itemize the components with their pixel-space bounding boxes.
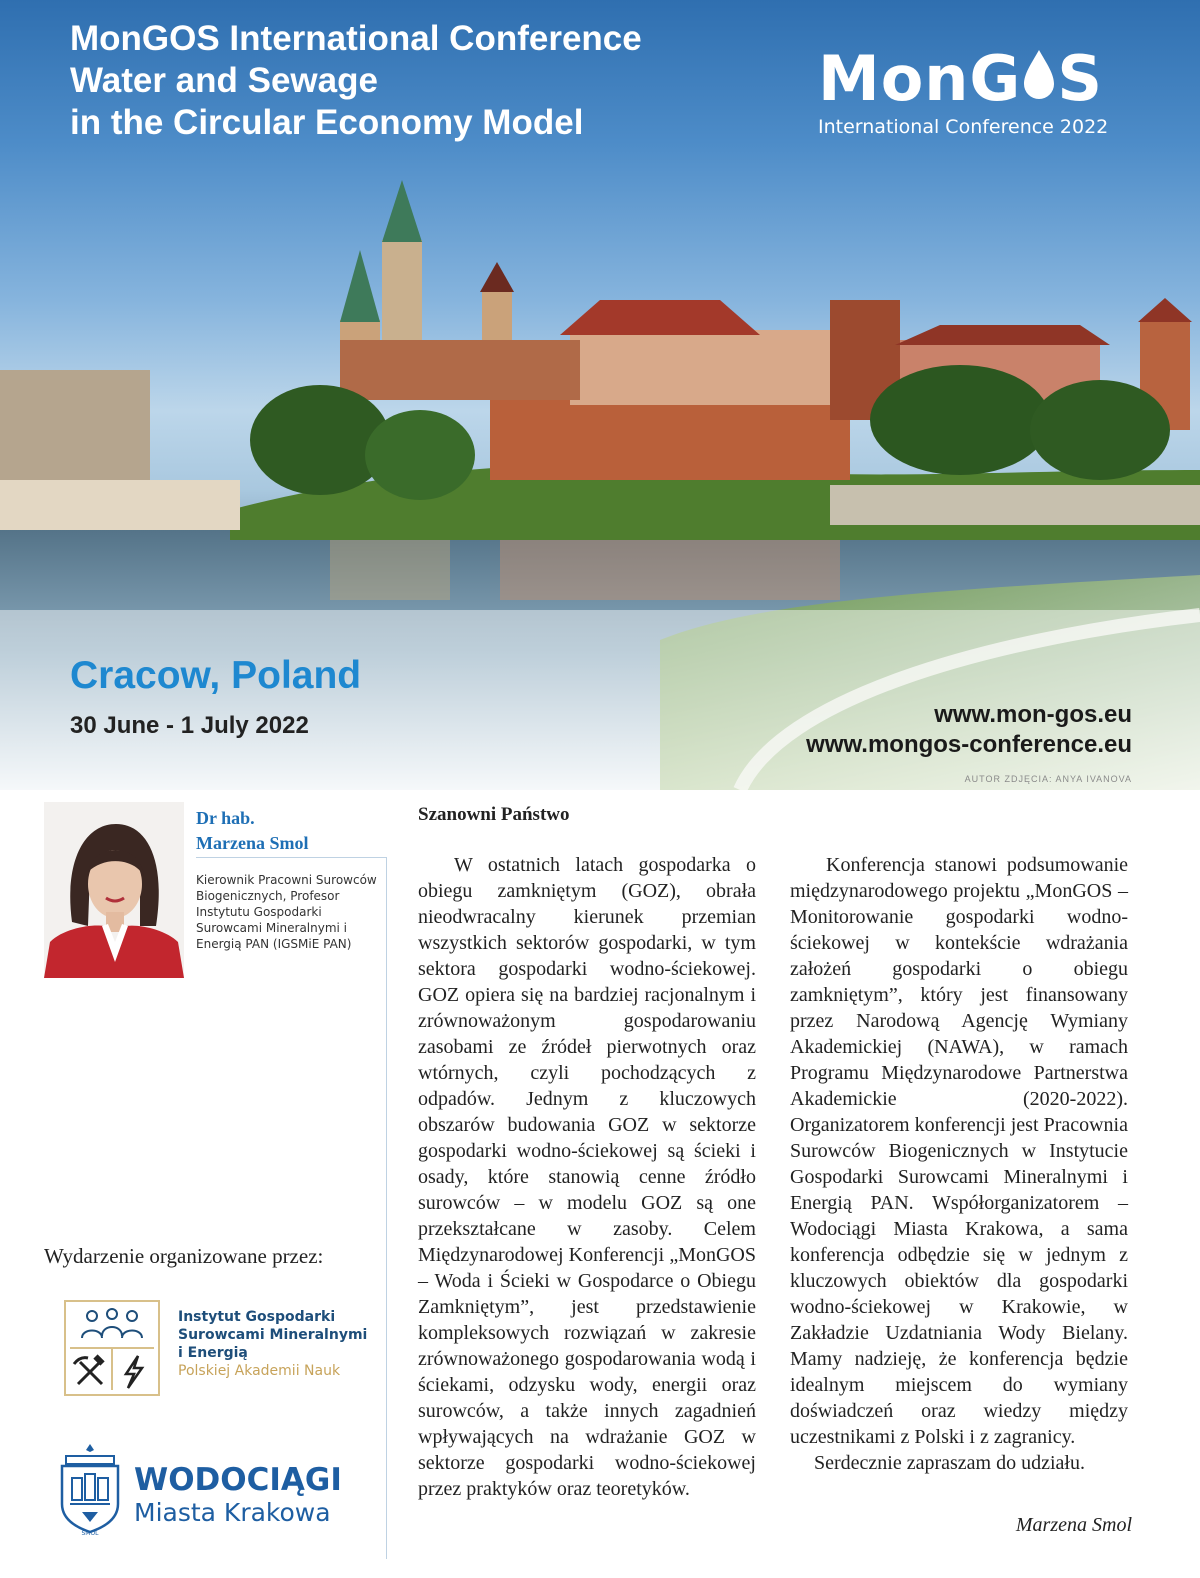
conference-title	[70, 18, 642, 144]
hammer-pick-icon	[70, 1352, 110, 1392]
website-link-2[interactable]: www.mongos-conference.eu	[806, 731, 1132, 758]
author-portrait	[44, 802, 184, 978]
author-name	[196, 806, 308, 856]
mongos-logo	[818, 42, 1168, 138]
title-line-3: in the Circular Economy Model	[70, 103, 584, 142]
logo-wordmark	[818, 42, 1168, 115]
organizers-label: Wydarzenie organizowane przez:	[44, 1244, 324, 1268]
author-fullname: Marzena Smol	[196, 833, 309, 853]
author-photo	[44, 802, 184, 978]
column-divider	[386, 857, 387, 1559]
letter-column-2	[790, 852, 1128, 1476]
title-line-1: MonGOS International Conference	[70, 19, 642, 58]
author-title: Dr hab.	[196, 808, 255, 828]
letter-column-1	[418, 852, 756, 1502]
letter-salutation: Szanowni Państwo	[418, 804, 570, 825]
wodociagi-subtitle: Miasta Krakowa	[134, 1498, 331, 1527]
lightning-icon	[114, 1352, 154, 1392]
author-divider	[196, 857, 386, 858]
letter-paragraph-2: Konferencja stanowi podsumowanie międzynarodowego projektu „MonGOS – Monitorowanie gospodarki wodno-ściekowej w kontekście wdrażania założeń gospodarki o obiegu zamkniętym”, który jest finansowany przez Narodową Agencję Wymiany Akademickiej (NAWA), w ramach Programu Międzynarodowe Partnerstwa Akademickie (2020-2022). Organizatorem konferencji jest Pracownia Surowców Biogenicznych w Instytucie Gospodarki Surowcami Mineralnymi i Energią PAN. Współorganizatorem – Wodociągi Miasta Krakowa, a sama konferencja odbędzie się w jednym z kluczowych obiektów dla gospodarki wodno-ściekowej w Krakowie, w Zakładzie Uzdatniania Wody Bielany. Mamy nadzieję, że konferencja będzie idealnym miejscem do wymiany doświadczeń oraz wiedzy między uczestnikami z Polski i z zagranicy.	[790, 854, 1128, 1448]
location: Cracow, Poland	[70, 654, 362, 697]
logo-subtitle: International Conference 2022	[818, 116, 1109, 138]
website-links	[806, 700, 1132, 760]
letter-signature: Marzena Smol	[1015, 1514, 1132, 1536]
letter-paragraph-1: W ostatnich latach gospodarka o obiegu zamkniętym (GOZ), obrała nieodwracalny kierunek przemian wszystkich sektorów gospodarki, w tym sektora gospodarki wodno-ściekowej. GOZ opiera się na bardziej racjonalnym i zrównoważonym gospodarowaniu zasobami ze źródeł pierwotnych oraz wtórnych, czyli pochodzących z odpadów. Jednym z kluczowych obszarów budowania GOZ w sektorze gospodarki wodno-ściekowej są ścieki i osady, które stanowią cenne źródło surowców – w modelu GOZ są one przekształcane w zasoby. Celem Międzynarodowej Konferencji „MonGOS – Woda i Ścieki w Gospodarce o Obiegu Zamkniętym”, jest przedstawienie kompleksowych rozwiązań w zakresie zrównoważonego gospodarowania wodą i ściekami, odzysku wody, energii oraz surowców, a także innych zagadnień wpływających na wdrażanie GOZ w sektorze gospodarki wodno-ściekowej przez praktyków oraz teoretyków.	[418, 854, 756, 1500]
logo-word-right: S	[1057, 42, 1103, 115]
igsmie-name	[178, 1308, 378, 1380]
wodociagi-title: WODOCIĄGI	[134, 1462, 342, 1498]
igsmie-line-3: i Energią	[178, 1345, 248, 1361]
igsmie-line-1: Instytut Gospodarki	[178, 1309, 336, 1325]
igsmie-emblem	[64, 1300, 160, 1396]
event-dates: 30 June - 1 July 2022	[70, 712, 309, 739]
photo-credit: AUTOR ZDJĘCIA: ANYA IVANOVA	[964, 774, 1132, 784]
author-role: Kierownik Pracowni Surowców Biogenicznych, Profesor Instytutu Gospodarki Surowcami Mineralnymi i Energią PAN (IGSMiE PAN)	[196, 873, 377, 951]
igsmie-line-4: Polskiej Akademii Nauk	[178, 1363, 341, 1379]
seal-text: SMOL	[81, 1530, 99, 1536]
title-line-2: Water and Sewage	[70, 61, 378, 100]
letter-closing: Serdecznie zapraszam do udziału.	[814, 1452, 1085, 1474]
water-drop-icon	[1021, 46, 1057, 102]
coat-of-arms-icon	[56, 1442, 124, 1536]
igsmie-line-2: Surowcami Mineralnymi	[178, 1327, 368, 1343]
logo-word-left: MonG	[818, 42, 1022, 115]
website-link-1[interactable]: www.mon-gos.eu	[934, 701, 1132, 728]
